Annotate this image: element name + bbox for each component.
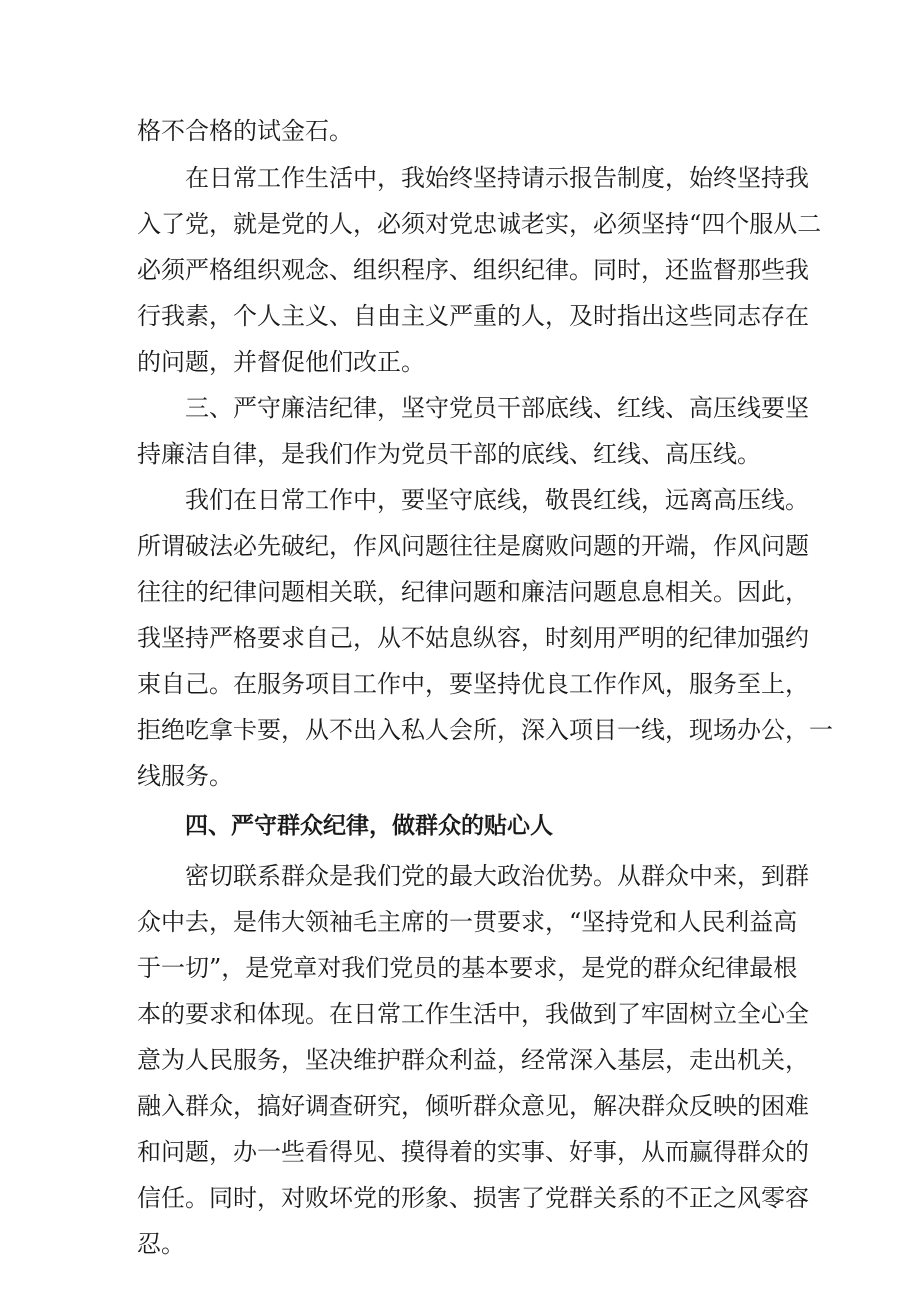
text-line: 格不合格的试金石。 [137,117,353,145]
text-line: 忍。 [137,1230,185,1258]
text-line: 入了党，就是党的人，必须对党忠诚老实，必须坚持“四个服从二 [137,210,822,238]
text-line: 往往的纪律问题相关联，纪律问题和廉洁问题息息相关。因此， [137,578,809,606]
text-line: 意为人民服务，坚决维护群众利益，经常深入基层，走出机关， [137,1046,809,1074]
text-line: 在日常工作生活中，我始终坚持请示报告制度，始终坚持我 [185,164,809,192]
text-line: 本的要求和体现。在日常工作生活中，我做到了牢固树立全心全 [137,1000,809,1028]
text-line: 密切联系群众是我们党的最大政治优势。从群众中来，到群 [185,862,809,890]
text-line: 和问题，办一些看得见、摸得着的实事、好事，从而赢得群众的 [137,1138,809,1166]
text-line: 我们在日常工作中，要坚守底线，敬畏红线，远离高压线。 [185,486,809,514]
text-line: 信任。同时，对败坏党的形象、损害了党群关系的不正之风零容 [137,1184,809,1212]
text-line: 必须严格组织观念、组织程序、组织纪律。同时，还监督那些我 [137,256,809,284]
text-line: 所谓破法必先破纪，作风问题往往是腐败问题的开端，作风问题 [137,532,809,560]
text-line: 我坚持严格要求自己，从不姑息纵容，时刻用严明的纪律加强约 [137,624,809,652]
text-line: 持廉洁自律，是我们作为党员干部的底线、红线、高压线。 [137,440,761,468]
text-line: 行我素，个人主义、自由主义严重的人，及时指出这些同志存在 [137,302,809,330]
section-heading: 四、严守群众纪律，做群众的贴心人 [185,813,553,839]
text-line: 众中去，是伟大领袖毛主席的一贯要求，“坚持党和人民利益高 [137,908,798,936]
text-line: 束自己。在服务项目工作中，要坚持优良工作作风，服务至上， [137,670,809,698]
text-line: 于一切”，是党章对我们党员的基本要求，是党的群众纪律最根 [137,954,798,982]
text-line: 线服务。 [137,762,233,790]
text-line: 的问题，并督促他们改正。 [137,348,425,376]
text-line: 拒绝吃拿卡要，从不出入私人会所，深入项目一线，现场办公，一 [137,716,833,744]
text-line: 融入群众，搞好调查研究，倾听群众意见，解决群众反映的困难 [137,1092,809,1120]
text-line: 三、严守廉洁纪律，坚守党员干部底线、红线、高压线要坚 [185,394,809,422]
